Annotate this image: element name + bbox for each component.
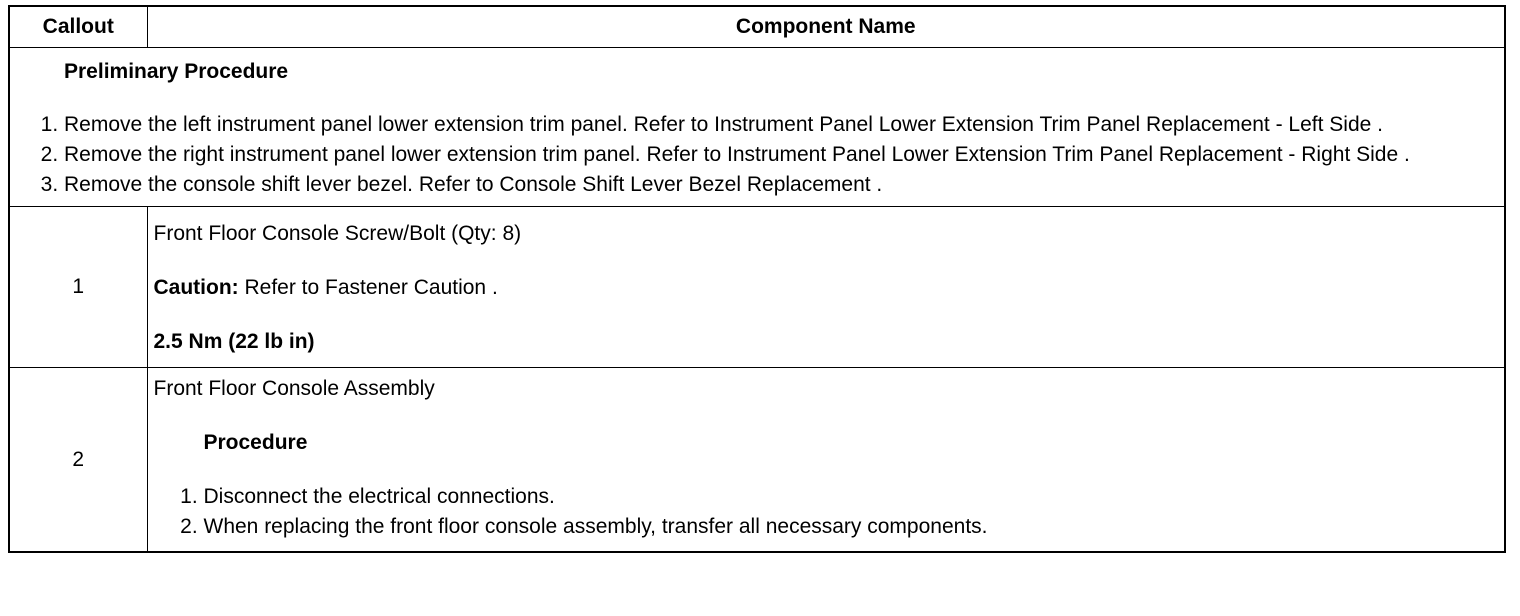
component-name: Front Floor Console Assembly [153,377,435,400]
preliminary-cell [9,48,1505,207]
preliminary-title: Preliminary Procedure [64,60,289,83]
preliminary-row [9,48,1505,207]
torque-spec: 2.5 Nm (22 lb in) [153,330,315,353]
procedure-step: 1. Disconnect the electrical connections. [204,482,1505,512]
table-row [9,207,1505,368]
table-row [9,368,1505,553]
component-name-header: Component Name [147,6,1505,48]
header-row [9,6,1505,48]
caution-label: Caution: [153,276,239,299]
procedure-step: 2. When replacing the front floor console assembly, transfer all necessary components. [204,512,1505,542]
procedure-steps [154,482,1505,542]
preliminary-step: 3. Remove the console shift lever bezel. Refer to Console Shift Lever Bezel Replacement . [64,170,1498,200]
preliminary-steps [10,110,1498,200]
preliminary-step: 1. Remove the left instrument panel lower extension trim panel. Refer to Instrument Panel Lower Extension Trim Panel Replacement - Left Side . [64,110,1498,140]
procedure-title: Procedure [203,431,308,454]
callout-number: 2 [9,368,147,553]
preliminary-step: 2. Remove the right instrument panel lower extension trim panel. Refer to Instrument Panel Lower Extension Trim Panel Replacement - Right Side . [64,140,1498,170]
caution-text: Refer to Fastener Caution . [238,276,498,299]
procedure-table [8,5,1506,553]
component-name: Front Floor Console Screw/Bolt (Qty: 8) [153,222,522,245]
caution-line [154,273,1505,303]
callout-header: Callout [9,6,147,48]
component-cell [147,368,1505,553]
callout-number: 1 [9,207,147,368]
component-cell [147,207,1505,368]
